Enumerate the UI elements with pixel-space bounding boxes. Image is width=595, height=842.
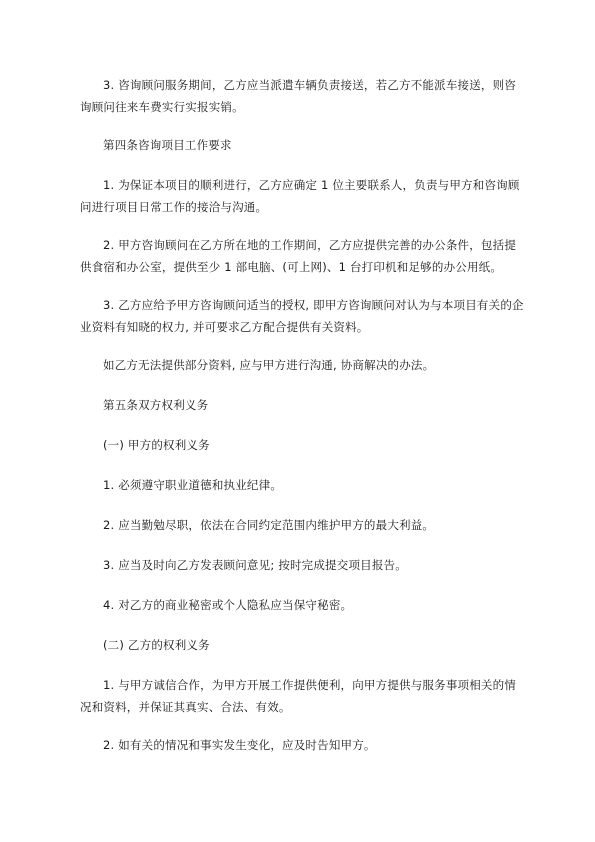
subheading-party-b-rights: (二) 乙方的权利义务 [103,638,210,652]
section-heading-article-5: 第五条双方权利义务 [103,398,209,412]
paragraph-party-b-item-1: 1. 与甲方诚信合作，为甲方开展工作提供便利，向甲方提供与服务事项相关的情况和资料，并保证其真实、合法、有效。 [80,678,517,714]
paragraph-contact-person: 1. 为保证本项目的顺利进行，乙方应确定 1 位主要联系人，负责与甲方和咨询顾问进行项目日常工作的接洽与沟通。 [80,178,520,214]
paragraph-party-b-item-2: 2. 如有关的情况和事实发生变化，应及时告知甲方。 [103,738,376,752]
paragraph-party-a-item-2: 2. 应当勤勉尽职，依法在合同约定范围内维护甲方的最大利益。 [103,518,435,532]
paragraph-party-a-item-1: 1. 必须遵守职业道德和执业纪律。 [103,478,283,492]
paragraph-party-a-item-4: 4. 对乙方的商业秘密或个人隐私应当保守秘密。 [103,598,353,612]
subheading-party-a-rights: (一) 甲方的权利义务 [103,438,210,452]
paragraph-missing-materials: 如乙方无法提供部分资料, 应与甲方进行沟通, 协商解决的办法。 [103,358,435,372]
paragraph-authorization: 3. 乙方应给予甲方咨询顾问适当的授权, 即甲方咨询顾问对认为与本项目有关的企业资料有知晓的权力, 并可要求乙方配合提供有关资料。 [80,298,524,334]
section-heading-article-4: 第四条咨询项目工作要求 [103,138,232,152]
paragraph-office-conditions: 2. 甲方咨询顾问在乙方所在地的工作期间，乙方应提供完善的办公条件，包括提供食宿和办公室，提供至少 1 部电脑、(可上网)、1 台打印机和足够的办公用纸。 [80,238,517,274]
paragraph-party-a-item-3: 3. 应当及时向乙方发表顾问意见; 按时完成提交项目报告。 [103,558,407,572]
paragraph-vehicle-pickup: 3. 咨询顾问服务期间，乙方应当派遣车辆负责接送，若乙方不能派车接送，则咨询顾问往来车费实行实报实销。 [80,78,517,114]
